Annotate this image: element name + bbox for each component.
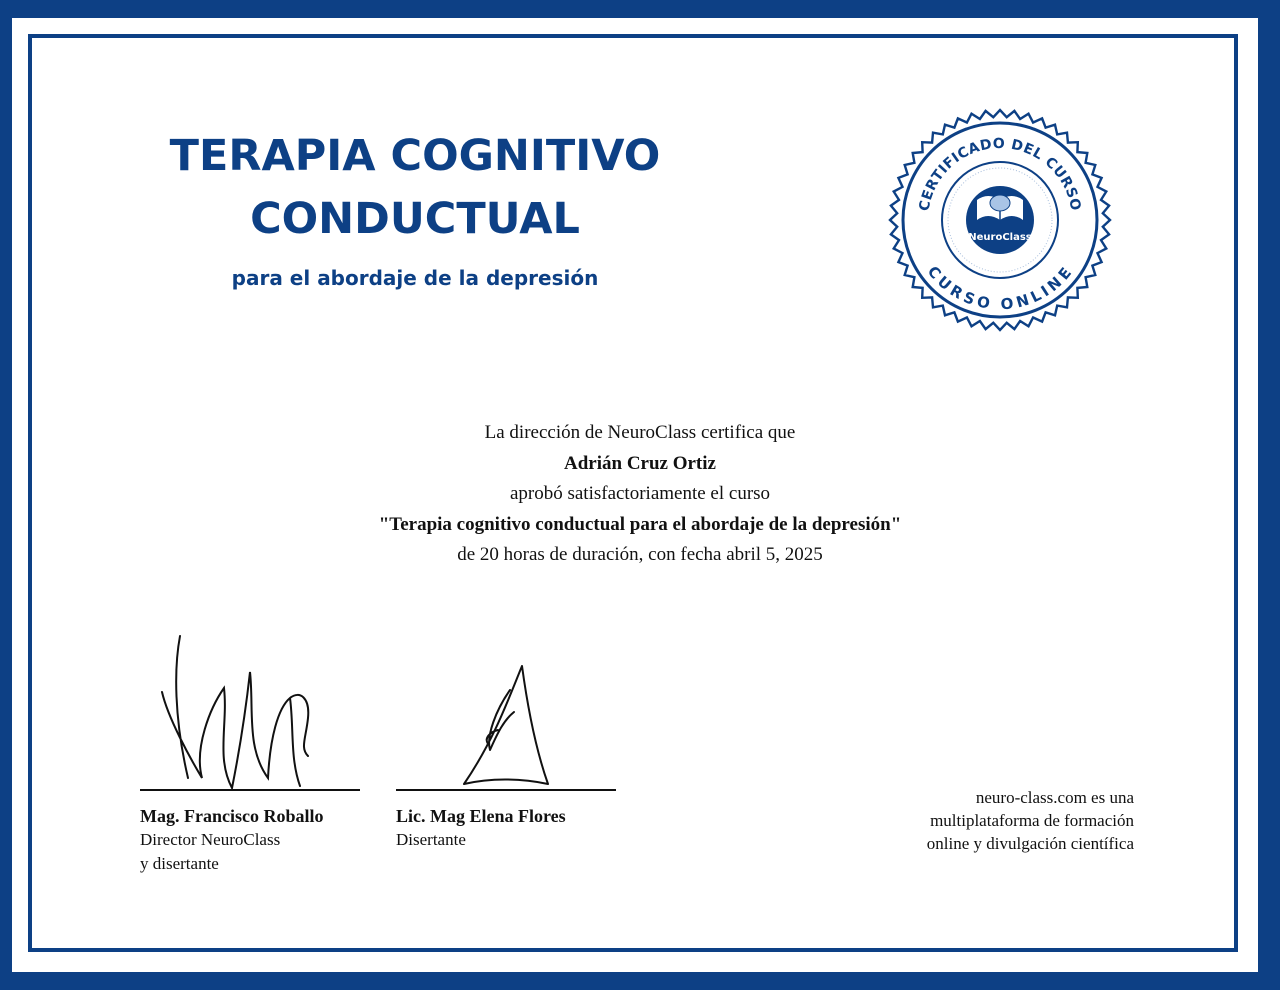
certify-line: La dirección de NeuroClass certifica que [484, 422, 796, 443]
certificate-seal [880, 108, 1120, 332]
signatory-1 [140, 804, 400, 876]
seal-bottom-text: CURSO ONLINE [923, 262, 1077, 314]
about-line2: multiplataforma de formación [930, 811, 1134, 830]
signatory-2-role-line1: Disertante [396, 830, 466, 849]
about-neuroclass [860, 786, 1134, 855]
signature-line-2 [396, 789, 616, 791]
course-title-line2: CONDUCTUAL [250, 194, 580, 244]
signature-line-1 [140, 789, 360, 791]
about-line3: online y divulgación científica [926, 834, 1134, 853]
approved-line: aprobó satisfactoriamente el curso [509, 483, 771, 504]
signatory-1-role-line2: y disertante [140, 854, 219, 873]
brain-book-icon [977, 195, 1023, 220]
course-title [150, 125, 680, 251]
course-title-line1: TERAPIA COGNITIVO [169, 131, 661, 181]
svg-text:CURSO ONLINE [924, 263, 1077, 314]
course-name: "Terapia cognitivo conductual para el abordaje de la depresión" [378, 513, 902, 535]
signatory-1-role-line1: Director NeuroClass [140, 830, 281, 849]
recipient-name: Adrián Cruz Ortiz [564, 452, 716, 474]
seal-top-text: CERTIFICADO DEL CURSO [916, 135, 1084, 213]
signatory-2 [396, 804, 656, 852]
signatory-2-name: Lic. Mag Elena Flores [396, 806, 566, 826]
certificate-body [280, 418, 1000, 571]
signature-francisco-roballo [150, 628, 330, 796]
duration-date-line: de 20 horas de duración, con fecha abril 5, 2025 [457, 544, 823, 565]
signatory-1-name: Mag. Francisco Roballo [140, 806, 324, 826]
seal-brand: NeuroClass [968, 232, 1032, 243]
signature-elena-flores [450, 660, 560, 790]
course-subtitle: para el abordaje de la depresión [231, 266, 599, 290]
about-line1: neuro-class.com es una [975, 788, 1134, 807]
